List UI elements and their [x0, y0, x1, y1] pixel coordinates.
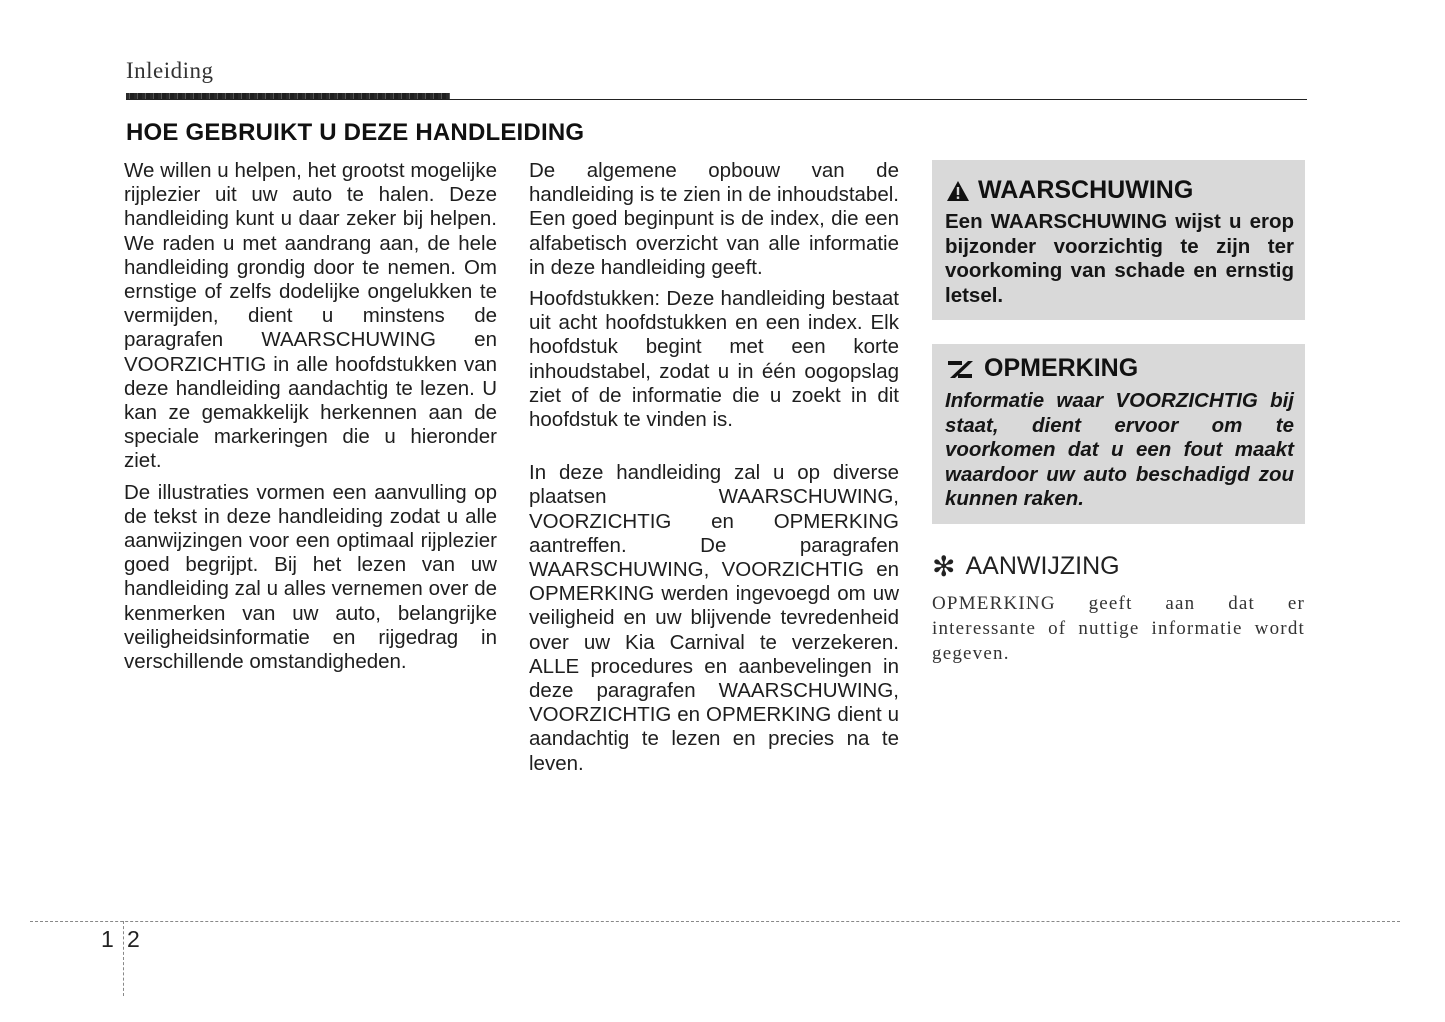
section-title: Inleiding	[126, 58, 214, 83]
asterisk-icon: ✻	[932, 550, 956, 582]
paragraph: De illustraties vormen een aanvulling op de tekst in deze handleiding zodat u alle aanwijzingen voor een optimaal rijplezier goed begrijpt. Bij het lezen van uw handleiding zal u alles vernemen over de kenmerken van uw auto, belangrijke veiligheidsinformatie en rijgedrag in verschillende omstandigheden.	[124, 480, 497, 674]
tip-title: AANWIJZING	[965, 552, 1120, 580]
footer-divider	[123, 921, 124, 996]
warning-text: Een WAARSCHUWING wijst u erop bijzonder voorzichtig te zijn ter voorkoming van schade en ernstig letsel.	[945, 210, 1294, 307]
warning-title: WAARSCHUWING	[978, 176, 1194, 204]
text-column-2	[529, 159, 899, 783]
header-rule	[126, 99, 1307, 100]
paragraph: In deze handleiding zal u op diverse plaatsen WAARSCHUWING, VOORZICHTIG en OPMERKING aantreffen. De paragrafen WAARSCHUWING, VOORZICHTIG en OPMERKING werden ingevoegd om uw veiligheid en uw blijvende tevredenheid over uw Kia Carnival te verzekeren. ALLE procedures en aanbevelingen in deze paragrafen WAARSCHUWING, VOORZICHTIG en OPMERKING dient u aandachtig te lezen en precies na te leven.	[529, 461, 899, 775]
paragraph: De algemene opbouw van de handleiding is te zien in de inhoudstabel. Een goed beginpunt is de index, die een alfabetisch overzicht van alle informatie in deze handleiding geeft.	[529, 159, 899, 279]
tip-title-row	[932, 552, 1120, 581]
page-number: 2	[127, 926, 140, 952]
paragraph: Hoofdstukken: Deze handleiding bestaat uit acht hoofdstukken en een index. Elk hoofdstuk begint met een korte inhoudstabel, zodat u in één oogopslag ziet of de informatie die u zoekt in dit hoofdstuk te vinden is.	[529, 287, 899, 432]
text-column-1	[124, 159, 497, 681]
paragraph: We willen u helpen, het grootst mogelijke rijplezier uit uw auto te halen. Deze handleiding kunt u daar zeker bij helpen. We raden u met aandrang aan, de hele handleiding grondig door te nemen. Om ernstige of zelfs dodelijke ongelukken te vermijden, dient u minstens de paragrafen WAARSCHUWING en VOORZICHTIG in alle hoofdstukken van deze handleiding aandachtig te lezen. U kan ze gemakkelijk herkennen aan de speciale markeringen die u hieronder ziet.	[124, 159, 497, 473]
warning-title-row	[946, 176, 1193, 205]
note-title-row	[946, 354, 1138, 383]
note-text: Informatie waar VOORZICHTIG bij staat, dient ervoor om te voorkomen dat u een fout maakt waardoor uw auto beschadigd zou kunnen raken.	[945, 389, 1294, 510]
spacer	[529, 439, 899, 461]
footer-rule	[30, 921, 1400, 922]
tip-text: OPMERKING geeft aan dat er interessante of nuttige informatie wordt gegeven.	[932, 593, 1305, 664]
chapter-number: 1	[101, 926, 114, 952]
note-slash-icon	[946, 358, 976, 380]
page-heading: HOE GEBRUIKT U DEZE HANDLEIDING	[126, 119, 585, 146]
warning-box	[932, 160, 1305, 320]
warning-triangle-icon	[946, 180, 970, 202]
note-box	[932, 344, 1305, 524]
note-title: OPMERKING	[984, 354, 1139, 382]
